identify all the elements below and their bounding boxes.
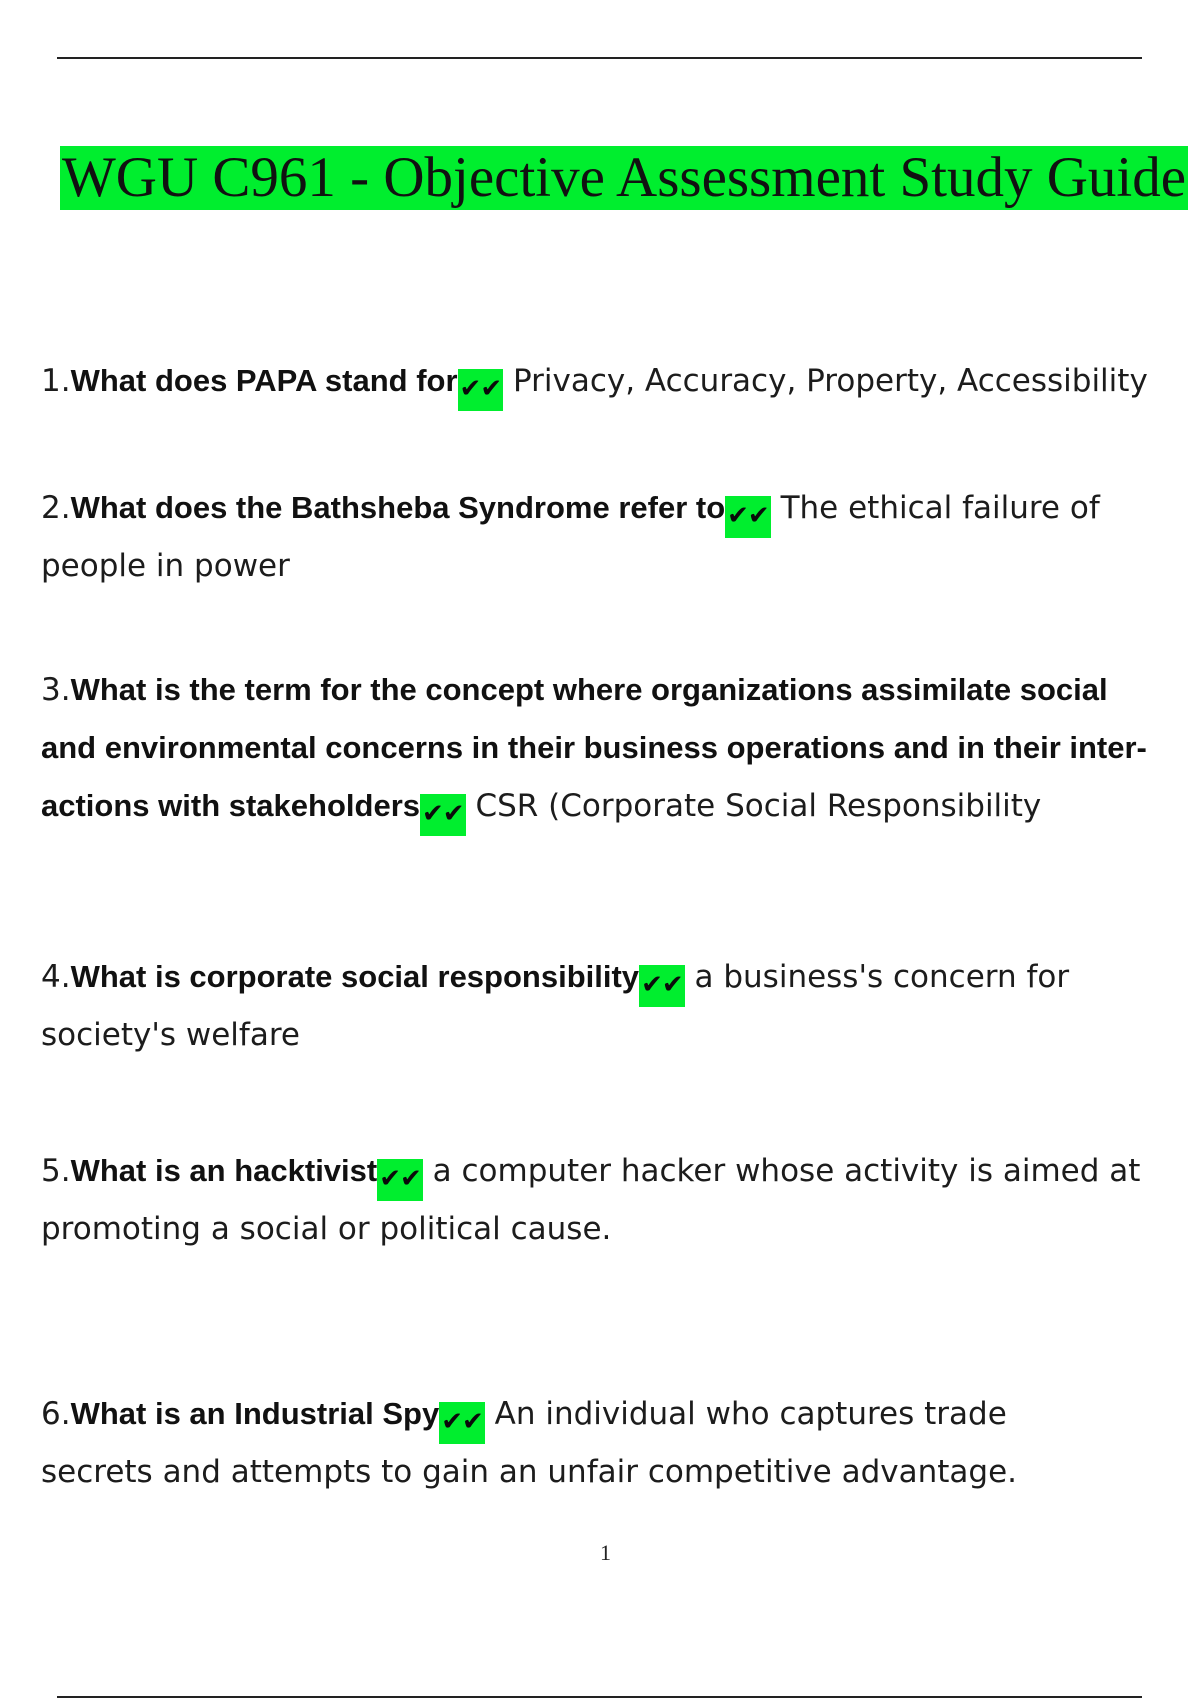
answer-text: Privacy, Accuracy, Property, Accessibility <box>512 363 1148 399</box>
item-number: 2. <box>41 490 71 526</box>
answer-text: The ethical failure of people in power <box>41 490 1100 584</box>
question-text: What is the term for the concept where organizations assimilate social and environmental concerns in their business operations and in their inter- actions with stakeholders <box>41 672 1147 823</box>
qa-item-5 <box>41 1142 1191 1258</box>
answer-text: a business's concern for society's welfare <box>41 959 1070 1053</box>
top-rule <box>57 57 1142 59</box>
item-number: 1. <box>41 363 71 399</box>
double-check-icon: ✔✔ <box>420 794 466 836</box>
question-text: What is an Industrial Spy <box>70 1396 440 1431</box>
qa-item-1 <box>41 352 1200 411</box>
question-text: What is an hacktivist <box>70 1153 378 1188</box>
page-number: 1 <box>600 1540 611 1565</box>
question-text: What is corporate social responsibility <box>70 959 640 994</box>
title-block <box>60 146 1187 210</box>
answer-text: CSR (Corporate Social Responsibility <box>475 788 1042 824</box>
qa-item-3 <box>41 661 1171 836</box>
item-number: 6. <box>41 1396 71 1432</box>
qa-item-4 <box>41 948 1141 1064</box>
question-text: What does the Bathsheba Syndrome refer to <box>70 490 726 525</box>
double-check-icon: ✔✔ <box>458 369 504 411</box>
answer-text: An individual who captures trade secrets and attempts to gain an unfair competitive advantage. <box>41 1396 1018 1490</box>
answer-text: a computer hacker whose activity is aimed at promoting a social or political cause. <box>41 1153 1141 1247</box>
double-check-icon: ✔✔ <box>377 1159 423 1201</box>
item-number: 3. <box>41 672 71 708</box>
qa-item-2 <box>41 479 1161 595</box>
item-number: 4. <box>41 959 71 995</box>
double-check-icon: ✔✔ <box>639 965 685 1007</box>
question-text: What does PAPA stand for <box>70 363 458 398</box>
item-number: 5. <box>41 1153 71 1189</box>
double-check-icon: ✔✔ <box>725 496 771 538</box>
qa-item-6 <box>41 1385 1121 1501</box>
page-title: WGU C961 - Objective Assessment Study Guide <box>62 146 1187 209</box>
double-check-icon: ✔✔ <box>439 1402 485 1444</box>
bottom-rule <box>57 1696 1142 1698</box>
